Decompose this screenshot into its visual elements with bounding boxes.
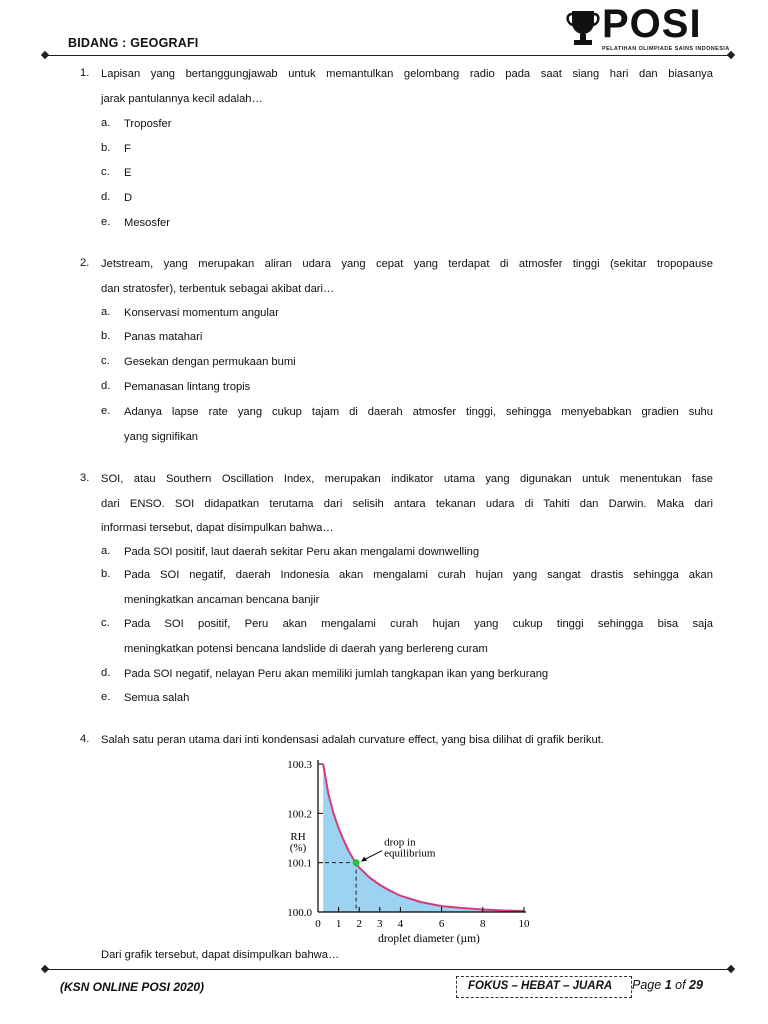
page-current: 1: [664, 978, 672, 992]
option-letter: e.: [101, 216, 111, 228]
y-tick-label: 100.1: [287, 857, 312, 870]
option-text: Pada SOI negatif, nelayan Peru akan memiliki jumlah tangkapan ikan yang berkurang: [124, 668, 549, 680]
question-number: 2.: [80, 257, 90, 269]
equilibrium-point: [353, 859, 360, 866]
option-text: Pemanasan lintang tropis: [124, 381, 251, 393]
option-letter: c.: [101, 355, 110, 367]
question-text: Lapisan yang bertanggungjawab untuk memantulkan gelombang radio pada saat siang hari dan biasanya: [101, 68, 713, 80]
page-number: [632, 978, 703, 992]
option-letter: e.: [101, 405, 111, 417]
option-text: meningkatkan potensi bencana landslide di daerah yang berlereng curam: [124, 642, 488, 655]
option-letter: d.: [101, 667, 111, 679]
option-letter: c.: [101, 617, 110, 629]
x-axis-label: droplet diameter (µm): [378, 933, 480, 945]
curvature-effect-chart: [268, 752, 548, 948]
x-tick-label: 8: [480, 918, 486, 930]
option-text: E: [124, 167, 132, 179]
question-number: 1.: [80, 67, 90, 79]
option-text: Konservasi momentum angular: [124, 307, 279, 319]
option-text: Troposfer: [124, 118, 172, 130]
option-text: Pada SOI positif, Peru akan mengalami curah hujan yang cukup tinggi sehingga bisa saja: [124, 618, 713, 630]
option-letter: e.: [101, 691, 111, 703]
option-letter: b.: [101, 330, 111, 342]
page-total: 29: [689, 978, 703, 992]
question-text: SOI, atau Southern Oscillation Index, merupakan indikator utama yang digunakan untuk menentukan fase: [101, 473, 713, 485]
option-letter: a.: [101, 306, 111, 318]
question-number: 3.: [80, 472, 90, 484]
y-axis-label: RH: [290, 831, 306, 843]
area-fill: [323, 764, 524, 912]
footer-rule: [45, 969, 731, 970]
option-letter: b.: [101, 568, 111, 580]
x-tick-label: 4: [397, 918, 404, 930]
option-letter: c.: [101, 166, 110, 178]
x-tick-label: 3: [377, 918, 383, 930]
x-tick-label: 0: [315, 918, 321, 930]
footer-motto: FOKUS – HEBAT – JUARA: [468, 980, 613, 992]
option-letter: d.: [101, 380, 111, 392]
logo-wordmark: POSI: [602, 2, 702, 46]
question-followup: Dari grafik tersebut, dapat disimpulkan bahwa…: [101, 949, 340, 961]
option-text: Pada SOI negatif, daerah Indonesia akan mengalami curah hujan yang sangat drastis sehingga akan: [124, 569, 713, 581]
annotation-label: drop in: [384, 836, 416, 849]
question-text: Jetstream, yang merupakan aliran udara yang cepat yang terdapat di atmosfer tinggi (sekitar tropopause: [101, 258, 713, 270]
option-letter: a.: [101, 117, 111, 129]
option-letter: b.: [101, 142, 111, 154]
option-letter: a.: [101, 545, 111, 557]
subject-title: BIDANG : GEOGRAFI: [68, 36, 199, 50]
option-text: Adanya lapse rate yang cukup tajam di daerah atmosfer tinggi, sehingga menyebabkan gradien suhu: [124, 406, 713, 418]
question-text: dari ENSO. SOI didapatkan terutama dari selisih antara tekanan udara di Tahiti dan Darwin. Maka dari: [101, 497, 713, 510]
y-tick-label: 100.0: [287, 907, 312, 919]
x-tick-label: 6: [438, 918, 445, 930]
posi-logo: [558, 2, 730, 54]
option-text: yang signifikan: [124, 430, 199, 443]
header-rule: [45, 55, 731, 56]
option-text: Gesekan dengan permukaan bumi: [124, 356, 296, 368]
trophy-icon: [564, 8, 602, 48]
option-text: Pada SOI positif, laut daerah sekitar Peru akan mengalami downwelling: [124, 546, 480, 558]
y-axis-label: (%): [289, 842, 307, 854]
option-text: F: [124, 143, 131, 155]
option-text: Panas matahari: [124, 331, 203, 343]
question-text: dan stratosfer), terbentuk sebagai akibat dari…: [101, 282, 335, 295]
x-tick-label: 10: [518, 918, 530, 930]
logo-subtext: PELATIHAN OLIMPIADE SAINS INDONESIA: [602, 46, 730, 52]
annotation-label: equilibrium: [384, 847, 436, 860]
question-text: jarak pantulannya kecil adalah…: [101, 92, 263, 105]
y-tick-label: 100.2: [287, 808, 312, 821]
page-of: of: [675, 978, 686, 992]
option-text: Semua salah: [124, 692, 190, 704]
option-text: Mesosfer: [124, 217, 171, 229]
footer-event: (KSN ONLINE POSI 2020): [60, 980, 205, 994]
option-text: D: [124, 192, 133, 204]
question-number: 4.: [80, 733, 90, 745]
question-text: informasi tersebut, dapat disimpulkan bahwa…: [101, 522, 334, 534]
x-tick-label: 2: [356, 918, 362, 930]
question-text: Salah satu peran utama dari inti kondensasi adalah curvature effect, yang bisa dilihat di grafik berikut.: [101, 734, 604, 746]
y-tick-label: 100.3: [287, 759, 312, 771]
page-prefix: Page: [632, 978, 662, 992]
option-letter: d.: [101, 191, 111, 203]
x-tick-label: 1: [335, 918, 342, 930]
option-text: meningkatkan ancaman bencana banjir: [124, 593, 320, 606]
